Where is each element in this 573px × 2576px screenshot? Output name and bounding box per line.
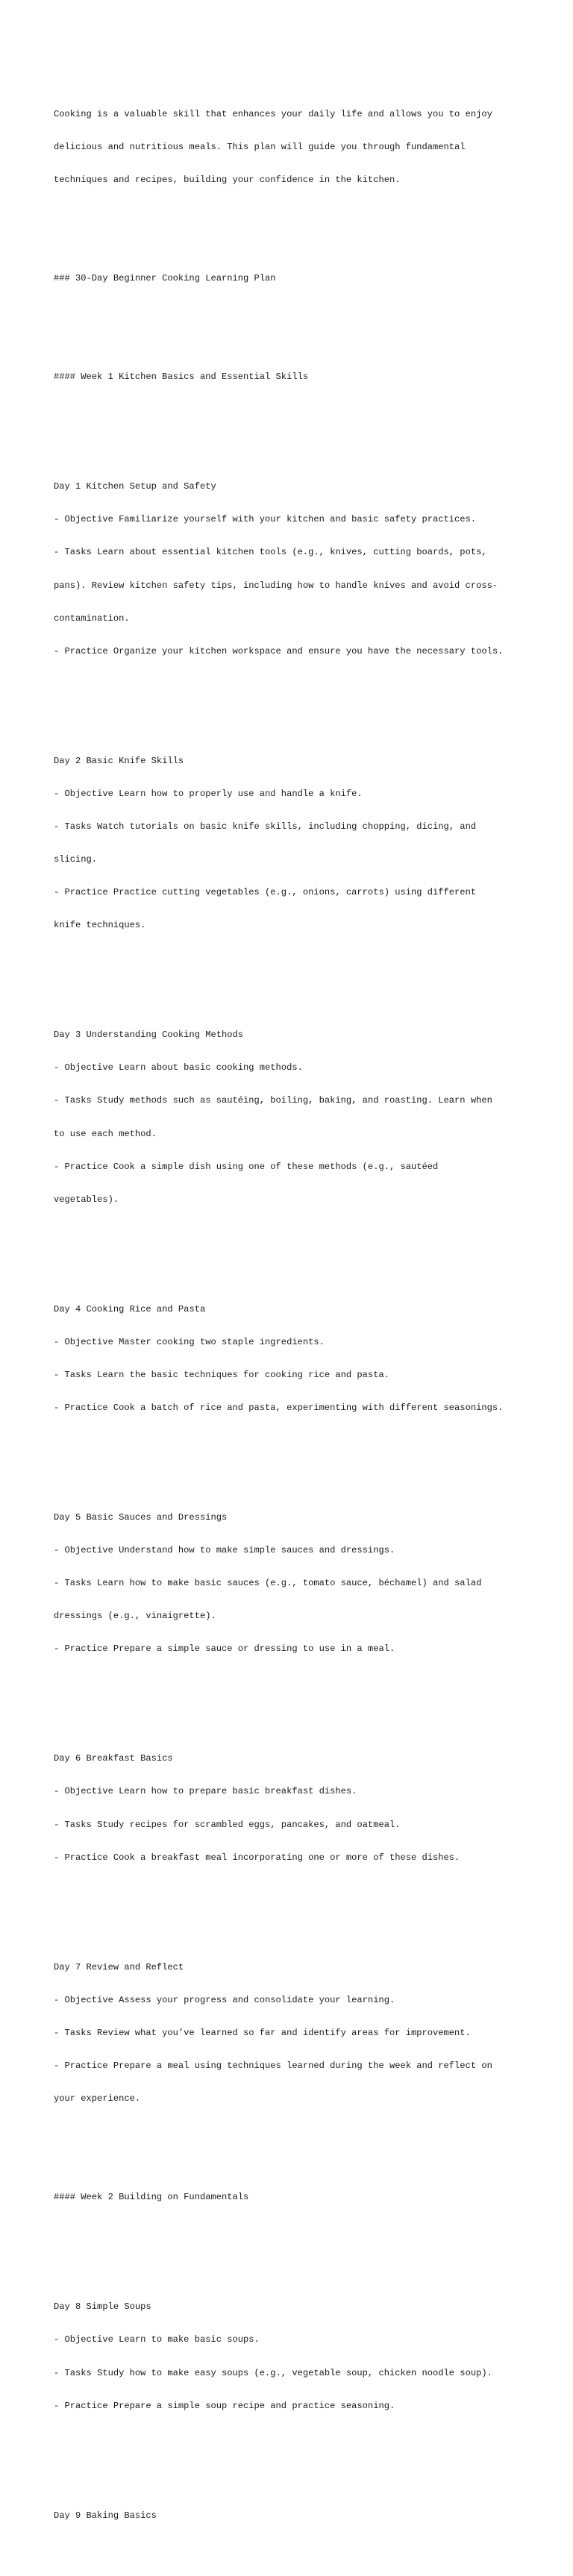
day-title: Day 8 Simple Soups xyxy=(54,2301,151,2313)
day-line: - Objective Master cooking two staple ingredients. xyxy=(54,1336,325,1347)
day-line: - Tasks Study recipes for scrambled eggs, pancakes, and oatmeal. xyxy=(54,1819,401,1830)
day-section xyxy=(54,2488,539,2543)
day-title: Day 9 Baking Basics xyxy=(54,2510,157,2521)
day-line: - Tasks Learn the basic techniques for cooking rice and pasta. xyxy=(54,1369,389,1380)
day-line: knife techniques. xyxy=(54,920,146,931)
intro-line: techniques and recipes, building your confidence in the kitchen. xyxy=(54,174,401,185)
day-line: - Tasks Study how to make easy soups (e.g., vegetable soup, chicken noodle soup). xyxy=(54,2367,492,2378)
day-section xyxy=(54,2280,539,2434)
day-title: Day 7 Review and Reflect xyxy=(54,1961,184,1972)
plan-title: ### 30-Day Beginner Cooking Learning Plan xyxy=(54,273,276,283)
day-line: dressings (e.g., vinaigrette). xyxy=(54,1611,216,1622)
day-line: - Tasks Learn about essential kitchen tools (e.g., knives, cutting boards, pots, xyxy=(54,547,487,558)
day-line: - Objective Understand how to make simple sauces and dressings. xyxy=(54,1545,395,1556)
day-line: vegetables). xyxy=(54,1194,119,1205)
day-title: Day 3 Understanding Cooking Methods xyxy=(54,1030,244,1041)
day-line: - Practice Cook a simple dish using one of these methods (e.g., sautéed xyxy=(54,1161,439,1172)
intro-paragraph xyxy=(54,87,539,207)
day-section xyxy=(54,1732,539,1885)
week2-heading xyxy=(54,2170,539,2225)
week1-title: #### Week 1 Kitchen Basics and Essential Skills xyxy=(54,372,309,383)
day-title: Day 5 Basic Sauces and Dressings xyxy=(54,1511,228,1523)
day-line: - Practice Practice cutting vegetables (e.g., onions, carrots) using different xyxy=(54,887,477,898)
day-line: pans). Review kitchen safety tips, including how to handle knives and avoid cross- xyxy=(54,580,498,591)
day-section xyxy=(54,1491,539,1677)
day-line: - Objective Assess your progress and consolidate your learning. xyxy=(54,1994,395,2005)
day-section xyxy=(54,460,539,679)
day-title: Day 2 Basic Knife Skills xyxy=(54,755,184,766)
day-line: - Objective Familiarize yourself with your kitchen and basic safety practices. xyxy=(54,514,477,525)
day-section xyxy=(54,1282,539,1435)
day-title: Day 6 Breakfast Basics xyxy=(54,1753,173,1764)
plan-heading xyxy=(54,251,539,307)
day-line: - Tasks Study methods such as sautéing, boiling, baking, and roasting. Learn when xyxy=(54,1095,492,1106)
day-line: your experience. xyxy=(54,2093,141,2105)
day-line: - Practice Prepare a simple sauce or dressing to use in a meal. xyxy=(54,1643,395,1655)
week2-title: #### Week 2 Building on Fundamentals xyxy=(54,2192,249,2203)
day-section xyxy=(54,1008,539,1227)
day-line: slicing. xyxy=(54,854,98,865)
day-line: - Objective Learn how to prepare basic breakfast dishes. xyxy=(54,1786,357,1797)
day-section xyxy=(54,733,539,953)
day-section xyxy=(54,1940,539,2126)
day-line: - Practice Cook a batch of rice and pasta, experimenting with different seasonings. xyxy=(54,1402,504,1413)
day-line: - Practice Cook a breakfast meal incorporating one or more of these dishes. xyxy=(54,1852,460,1863)
day-line: - Tasks Review what you’ve learned so far and identify areas for improvement. xyxy=(54,2027,471,2038)
day-line: - Practice Prepare a simple soup recipe and practice seasoning. xyxy=(54,2400,395,2411)
day-line: contamination. xyxy=(54,612,130,624)
intro-line: delicious and nutritious meals. This plan will guide you through fundamental xyxy=(54,141,466,152)
day-line: - Tasks Watch tutorials on basic knife skills, including chopping, dicing, and xyxy=(54,821,477,832)
day-line: to use each method. xyxy=(54,1128,157,1139)
day-line: - Practice Prepare a meal using techniques learned during the week and reflect on xyxy=(54,2060,492,2071)
document-body xyxy=(54,54,539,2576)
day-line: - Objective Learn about basic cooking methods. xyxy=(54,1062,303,1074)
day-title: Day 1 Kitchen Setup and Safety xyxy=(54,481,216,492)
day-line: - Objective Learn how to properly use and handle a knife. xyxy=(54,788,363,799)
day-line: - Objective Learn to make basic soups. xyxy=(54,2334,260,2345)
day-line: - Practice Organize your kitchen workspace and ensure you have the necessary tools. xyxy=(54,645,504,656)
day-line: - Tasks Learn how to make basic sauces (e.g., tomato sauce, béchamel) and salad xyxy=(54,1578,482,1589)
week1-heading xyxy=(54,350,539,405)
intro-line: Cooking is a valuable skill that enhances your daily life and allows you to enjoy xyxy=(54,108,492,119)
day-title: Day 4 Cooking Rice and Pasta xyxy=(54,1303,206,1314)
